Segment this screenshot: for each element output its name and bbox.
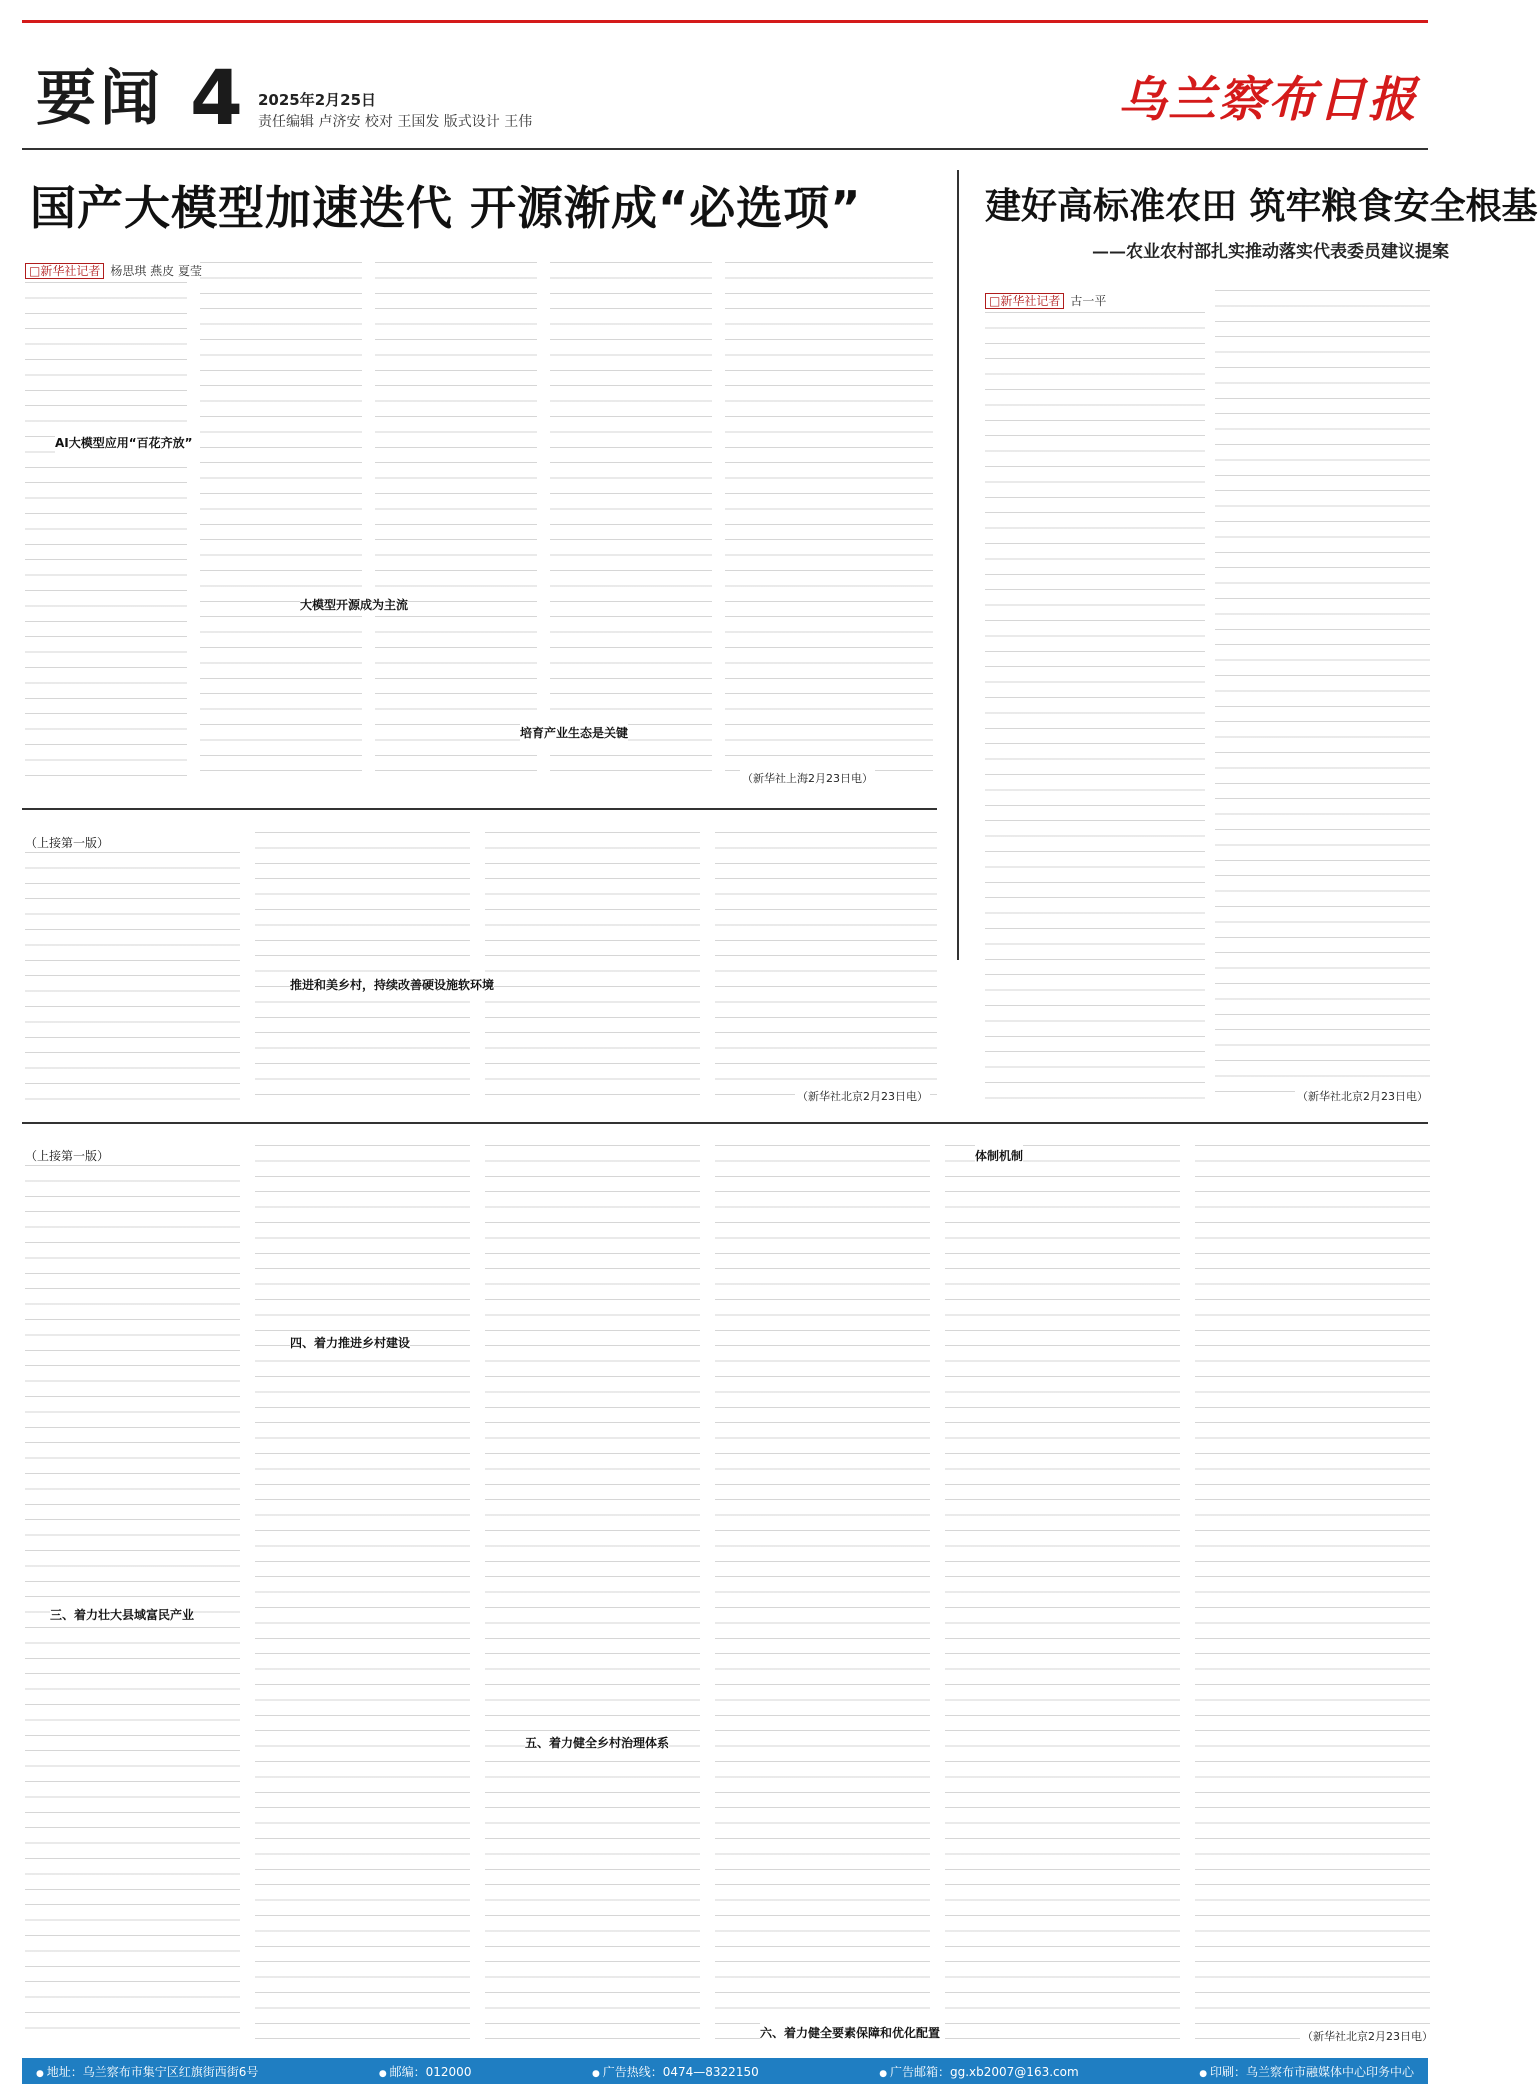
footer-bar	[22, 2058, 1428, 2084]
bottom-subhead-2: 四、着力推进乡村建设	[290, 1332, 410, 1353]
page-header	[30, 55, 1430, 145]
footer-ad-email: ● 广告邮箱：gg.xb2007@163.com	[879, 2063, 1078, 2080]
right-subheadline: ——农业农村部扎实推动落实代表委员建议提案	[1092, 242, 1449, 262]
bottom-column-1	[25, 1165, 240, 2040]
header-rule	[22, 148, 1428, 150]
editor-credits: 责任编辑 卢济安 校对 王国发 版式设计 王伟	[258, 114, 533, 130]
byline-tag: □新华社记者	[25, 263, 104, 279]
main-subhead-2: 大模型开源成为主流	[300, 594, 408, 615]
mid-column-4	[715, 832, 937, 1102]
issue-date: 2025年2月25日	[258, 91, 377, 109]
main-headline: 国产大模型加速迭代 开源渐成“必选项”	[30, 181, 862, 235]
mid-column-3	[485, 832, 700, 1102]
byline-tag: □新华社记者	[985, 293, 1064, 309]
main-column-4	[550, 262, 712, 784]
bottom-subhead-5: 六、着力健全要素保障和优化配置	[760, 2022, 940, 2043]
right-credit: （新华社北京2月23日电）	[1297, 1090, 1428, 1103]
column-divider	[957, 170, 959, 960]
bottom-column-3	[485, 1145, 700, 2040]
main-byline	[25, 262, 202, 279]
bottom-subhead-3: 五、着力健全乡村治理体系	[525, 1732, 669, 1753]
footer-postcode: ● 邮编：012000	[379, 2063, 472, 2080]
main-column-5	[725, 262, 933, 784]
footer-printing: ● 印刷：乌兰察布市融媒体中心印务中心	[1199, 2063, 1414, 2080]
byline-names: 古一平	[1070, 294, 1107, 308]
footer-address: ● 地址：乌兰察布市集宁区红旗街西街6号	[36, 2063, 258, 2080]
right-byline	[985, 292, 1106, 309]
right-column-2	[1215, 290, 1430, 1102]
main-column-3	[375, 262, 537, 784]
bottom-credit: （新华社北京2月23日电）	[1302, 2030, 1433, 2043]
bottom-jump-label: （上接第一版）	[25, 1145, 109, 1166]
mid-credit: （新华社北京2月23日电）	[797, 1090, 928, 1103]
page-number: 4	[190, 53, 243, 142]
main-subhead-1: AI大模型应用“百花齐放”	[55, 432, 193, 453]
mid-separator	[22, 808, 937, 810]
mid-jump-label: （上接第一版）	[25, 832, 109, 853]
main-column-1	[25, 282, 187, 784]
section-title: 要闻	[36, 64, 164, 134]
mid-column-1	[25, 852, 240, 1102]
main-subhead-3: 培育产业生态是关键	[520, 722, 628, 743]
byline-names: 杨思琪 燕皮 夏莹	[110, 264, 202, 278]
bottom-subhead-4: 体制机制	[975, 1145, 1023, 1166]
bottom-column-2	[255, 1145, 470, 2040]
mid-column-2	[255, 832, 470, 1102]
main-credit: （新华社上海2月23日电）	[742, 772, 873, 785]
top-red-rule	[22, 20, 1428, 23]
bottom-column-6	[1195, 1145, 1430, 2040]
footer-ad-hotline: ● 广告热线：0474—8322150	[592, 2063, 759, 2080]
bottom-column-5	[945, 1145, 1180, 2040]
masthead-logo: 乌兰察布日报	[1117, 72, 1418, 128]
main-column-2	[200, 262, 362, 784]
right-headline: 建好高标准农田 筑牢粮食安全根基	[985, 186, 1538, 227]
bottom-separator	[22, 1122, 1428, 1124]
bottom-subhead-1: 三、着力壮大县域富民产业	[50, 1604, 194, 1625]
bottom-column-4	[715, 1145, 930, 2040]
mid-subhead-1: 推进和美乡村，持续改善硬设施软环境	[290, 974, 494, 995]
right-column-1	[985, 312, 1205, 1102]
